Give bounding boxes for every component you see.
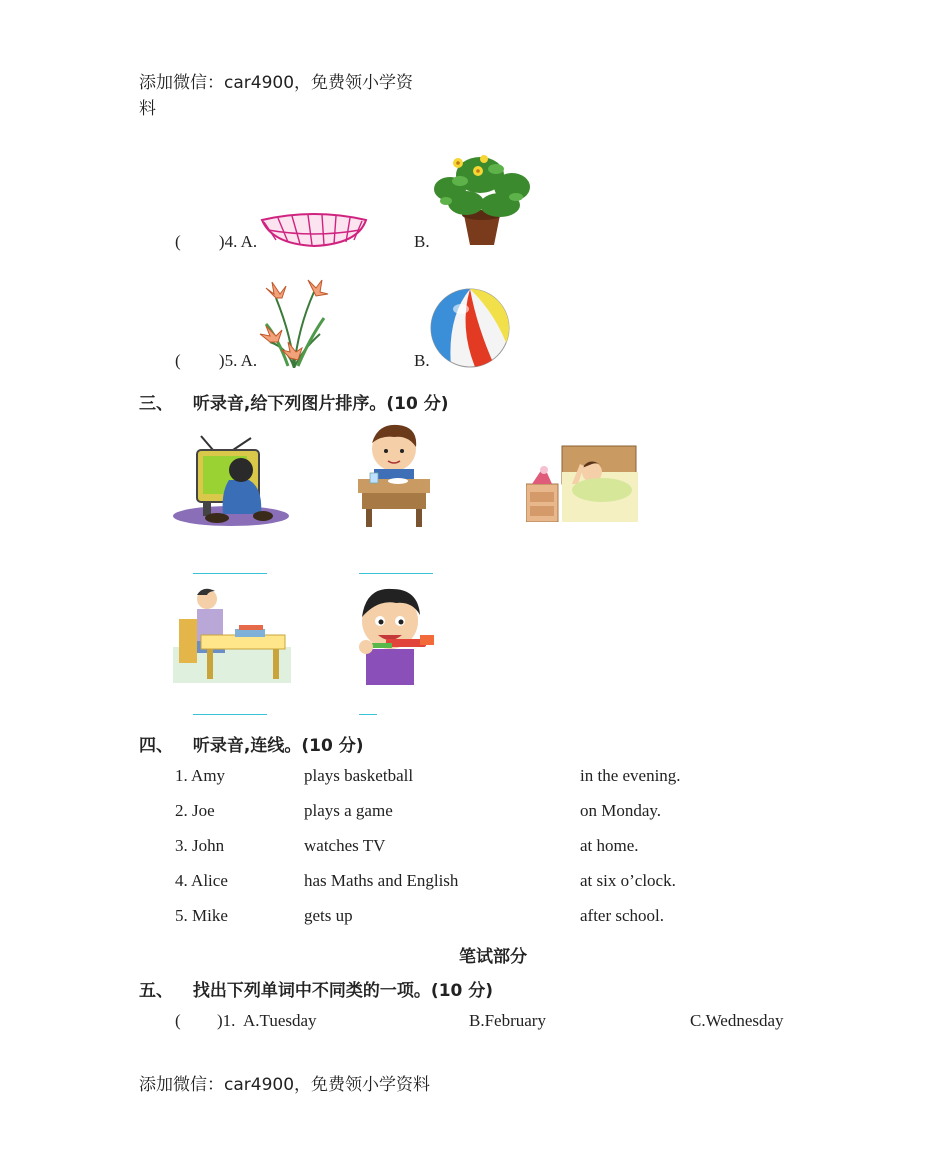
beach-ball-image (429, 287, 511, 369)
activity[interactable]: watches TV (304, 836, 386, 855)
person-name[interactable]: 1. Amy (175, 766, 226, 785)
answer-blank-2[interactable] (359, 573, 433, 574)
header-note-line2: 料 (139, 99, 156, 119)
option-a-label: A. (240, 351, 258, 370)
section-number: 四、 (139, 736, 173, 756)
activity[interactable]: plays a game (304, 801, 393, 820)
section-number: 三、 (139, 394, 173, 414)
option-b-label: B. (414, 351, 430, 370)
written-part-heading: 笔试部分 (459, 947, 527, 967)
activity[interactable]: plays basketball (304, 766, 414, 785)
option-b[interactable]: B.February (469, 1011, 546, 1030)
time-phrase[interactable]: after school. (580, 906, 665, 925)
answer-blank[interactable] (185, 1011, 217, 1029)
answer-blank-1[interactable] (193, 573, 267, 574)
answer-blank-4[interactable] (359, 714, 377, 715)
footer-note: 添加微信：car4900，免费领小学资料 (139, 1075, 431, 1095)
section-4-heading (139, 731, 364, 756)
activity[interactable]: has Maths and English (304, 871, 459, 890)
answer-blank-3[interactable] (193, 714, 267, 715)
person-name[interactable]: 5. Mike (175, 906, 228, 925)
question-4 (175, 232, 257, 252)
brushing-teeth-image (356, 585, 436, 685)
watching-tv-image (173, 432, 291, 528)
section-3-heading (139, 389, 449, 414)
section-title: 听录音,连线。(10 分) (192, 736, 364, 756)
answer-paren-open: ( (175, 351, 181, 370)
section-title: 听录音,给下列图片排序。(10 分) (192, 394, 449, 414)
header-note-line1: 添加微信：car4900，免费领小学资 (139, 73, 414, 93)
person-name[interactable]: 3. John (175, 836, 225, 855)
time-phrase[interactable]: on Monday. (580, 801, 662, 820)
answer-paren-open: ( (175, 232, 181, 251)
eating-breakfast-image (358, 421, 430, 527)
activity[interactable]: gets up (304, 906, 353, 925)
question-number: )5. (218, 351, 238, 370)
question-5 (175, 351, 257, 371)
person-name[interactable]: 2. Joe (175, 801, 215, 820)
section-number: 五、 (139, 981, 173, 1001)
header-note (139, 70, 413, 122)
waking-up-image (526, 444, 638, 522)
potted-plant-image (430, 145, 534, 249)
lily-flower-image (258, 278, 330, 368)
option-a[interactable]: A.Tuesday (243, 1011, 317, 1030)
option-a-label: A. (240, 232, 258, 251)
option-b-label: B. (414, 232, 430, 251)
section-5-heading (139, 976, 493, 1001)
person-name[interactable]: 4. Alice (175, 871, 228, 890)
time-phrase[interactable]: at six o’clock. (580, 871, 676, 890)
basket-image (258, 210, 370, 250)
time-phrase[interactable]: in the evening. (580, 766, 681, 785)
time-phrase[interactable]: at home. (580, 836, 639, 855)
section-title: 找出下列单词中不同类的一项。(10 分) (192, 981, 494, 1001)
option-c[interactable]: C.Wednesday (690, 1011, 784, 1030)
question-number: )4. (218, 232, 238, 251)
doing-homework-image (173, 585, 291, 683)
answer-paren-open: ( (175, 1011, 181, 1030)
question-number: )1. (217, 1011, 236, 1030)
